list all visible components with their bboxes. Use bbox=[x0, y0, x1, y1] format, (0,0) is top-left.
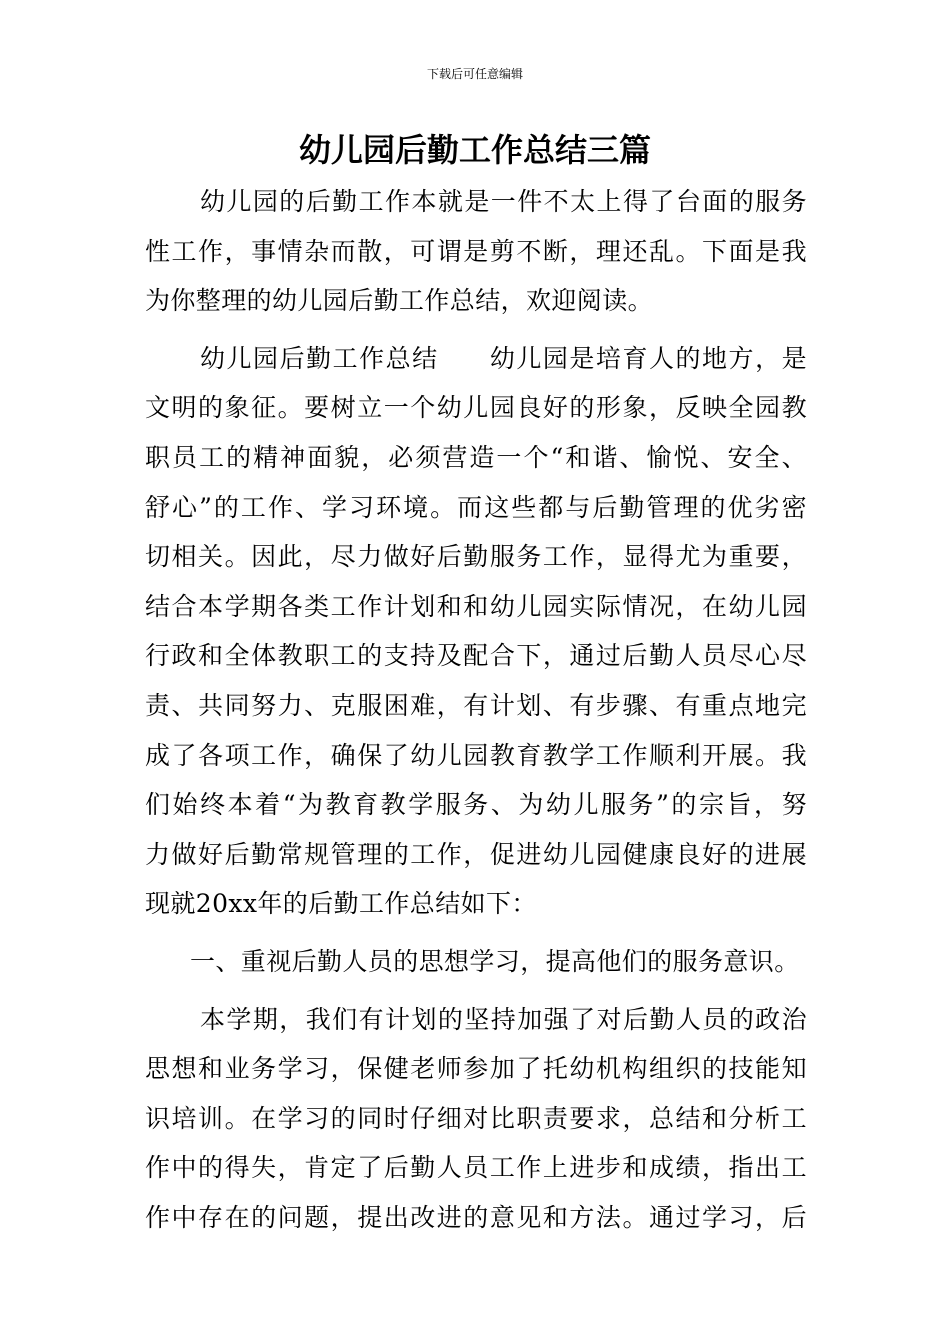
section-first-line: 幼儿园是培育人的地方，是 bbox=[488, 343, 807, 373]
header-note: 下载后可任意编辑 bbox=[426, 67, 523, 81]
text-line: 行政和全体教职工的支持及配合下，通过后勤人员尽心尽 bbox=[145, 641, 807, 671]
text-line: 本学期，我们有计划的坚持加强了对后勤人员的政治 bbox=[200, 1004, 807, 1034]
text-line: 识培训。在学习的同时仔细对比职责要求，总结和分析工 bbox=[145, 1103, 807, 1133]
point-one-heading bbox=[145, 937, 807, 987]
text-line: 切相关。因此，尽力做好后勤服务工作，显得尤为重要， bbox=[145, 542, 807, 572]
text-line: 作中存在的问题，提出改进的意见和方法。通过学习，后 bbox=[145, 1202, 807, 1232]
text-line: 们始终本着“为教育教学服务、为幼儿服务”的宗旨，努 bbox=[145, 790, 807, 820]
text-line: 职员工的精神面貌，必须营造一个“和谐、愉悦、安全、 bbox=[145, 442, 807, 472]
text-line: 现就20xx年的后勤工作总结如下： bbox=[145, 889, 537, 919]
text-line: 结合本学期各类工作计划和和幼儿园实际情况，在幼儿园 bbox=[145, 591, 807, 621]
point-one-paragraph bbox=[145, 995, 807, 1243]
text-line: 责、共同努力、克服困难，有计划、有步骤、有重点地完 bbox=[145, 690, 807, 720]
text-line: 思想和业务学习，保健老师参加了托幼机构组织的技能知 bbox=[145, 1054, 807, 1084]
section-heading: 幼儿园后勤工作总结 bbox=[200, 343, 439, 373]
document-body bbox=[145, 177, 807, 1242]
text-line: 成了各项工作，确保了幼儿园教育教学工作顺利开展。我 bbox=[145, 740, 807, 770]
text-line: 一、重视后勤人员的思想学习，提高他们的服务意识。 bbox=[190, 946, 800, 976]
text-line: 性工作，事情杂而散，可谓是剪不断，理还乱。下面是我 bbox=[145, 236, 807, 266]
text-line: 作中的得失，肯定了后勤人员工作上进步和成绩，指出工 bbox=[145, 1153, 807, 1183]
text-line: 舒心”的工作、学习环境。而这些都与后勤管理的优劣密 bbox=[145, 492, 807, 522]
text-line: 幼儿园的后勤工作本就是一件不太上得了台面的服务 bbox=[200, 187, 807, 216]
section-paragraph bbox=[145, 334, 807, 929]
text-line: 为你整理的幼儿园后勤工作总结，欢迎阅读。 bbox=[145, 286, 654, 316]
text-line: 文明的象征。要树立一个幼儿园良好的形象，反映全园教 bbox=[145, 393, 807, 423]
document-title: 幼儿园后勤工作总结三篇 bbox=[298, 131, 651, 169]
intro-paragraph bbox=[145, 177, 807, 326]
text-line: 力做好后勤常规管理的工作，促进幼儿园健康良好的进展 bbox=[145, 839, 807, 869]
text-line bbox=[145, 334, 807, 384]
